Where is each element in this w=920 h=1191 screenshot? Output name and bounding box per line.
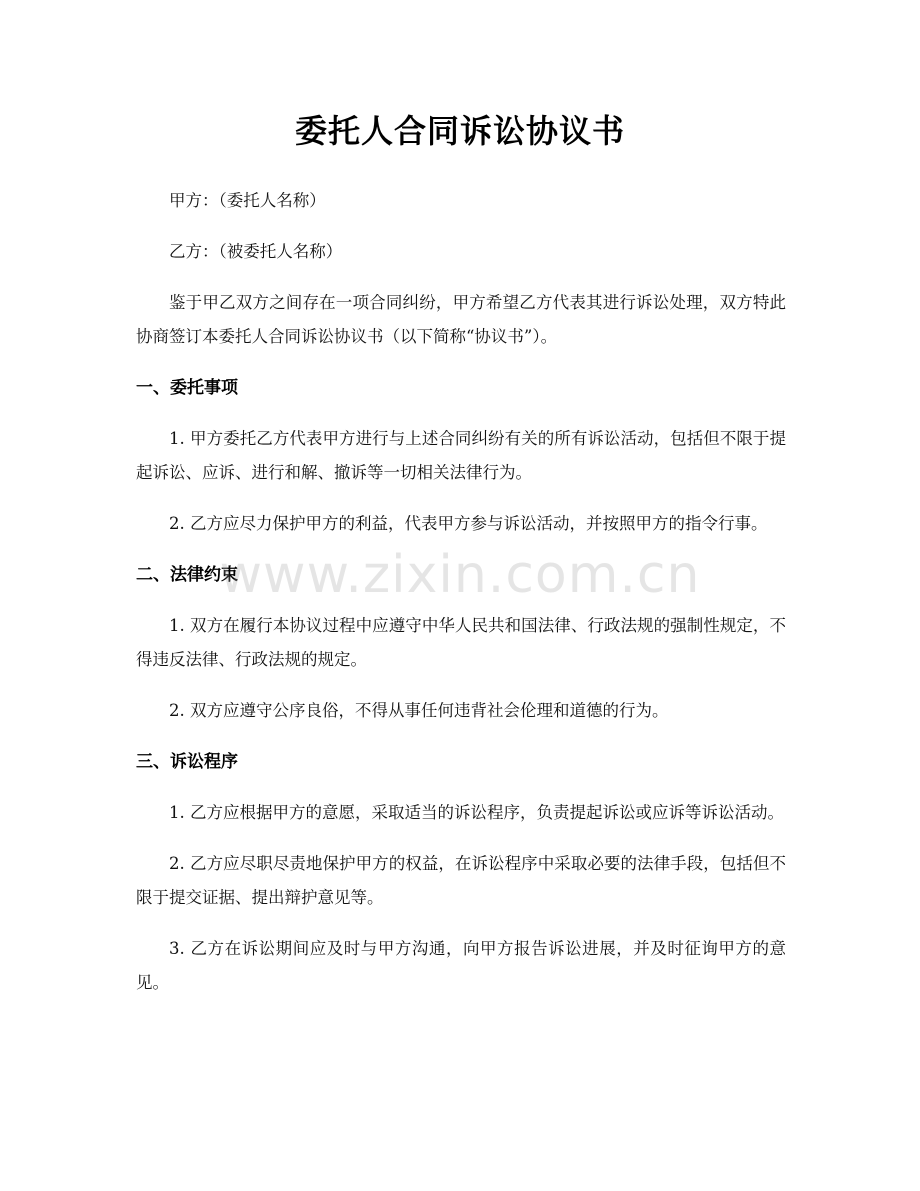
document-body xyxy=(136,184,786,1017)
preamble-paragraph: 鉴于甲乙双方之间存在一项合同纠纷，甲方希望乙方代表其进行诉讼处理，双方特此协商签订本委托人合同诉讼协议书（以下简称“协议书”）。 xyxy=(136,293,786,346)
section-2-item-2: 2. 双方应遵守公序良俗，不得从事任何违背社会伦理和道德的行为。 xyxy=(169,701,669,720)
section-3-item-3: 3. 乙方在诉讼期间应及时与甲方沟通，向甲方报告诉讼进展，并及时征询甲方的意见。 xyxy=(136,939,786,992)
document-title: 委托人合同诉讼协议书 xyxy=(294,112,625,150)
section-3-item-1: 1. 乙方应根据甲方的意愿，采取适当的诉讼程序，负责提起诉讼或应诉等诉讼活动。 xyxy=(169,803,784,822)
section-1-item-2: 2. 乙方应尽力保护甲方的利益，代表甲方参与诉讼活动，并按照甲方的指令行事。 xyxy=(169,514,768,533)
section-3-item-2: 2. 乙方应尽职尽责地保护甲方的权益，在诉讼程序中采取必要的法律手段，包括但不限于提交证据、提出辩护意见等。 xyxy=(136,854,786,907)
section-heading-legal-constraints: 二、法律约束 xyxy=(136,565,238,585)
watermark-text: www.zixin.com.cn xyxy=(219,545,701,605)
section-2-item-1: 1. 双方在履行本协议过程中应遵守中华人民共和国法律、行政法规的强制性规定，不得违反法律、行政法规的规定。 xyxy=(136,616,786,669)
party-a-line: 甲方：（委托人名称） xyxy=(169,191,326,210)
section-heading-litigation-procedure: 三、诉讼程序 xyxy=(136,752,238,772)
party-b-line: 乙方：（被委托人名称） xyxy=(169,242,343,261)
section-1-item-1: 1. 甲方委托乙方代表甲方进行与上述合同纠纷有关的所有诉讼活动，包括但不限于提起诉讼、应诉、进行和解、撤诉等一切相关法律行为。 xyxy=(136,429,786,482)
section-heading-entrustment: 一、委托事项 xyxy=(136,378,238,398)
